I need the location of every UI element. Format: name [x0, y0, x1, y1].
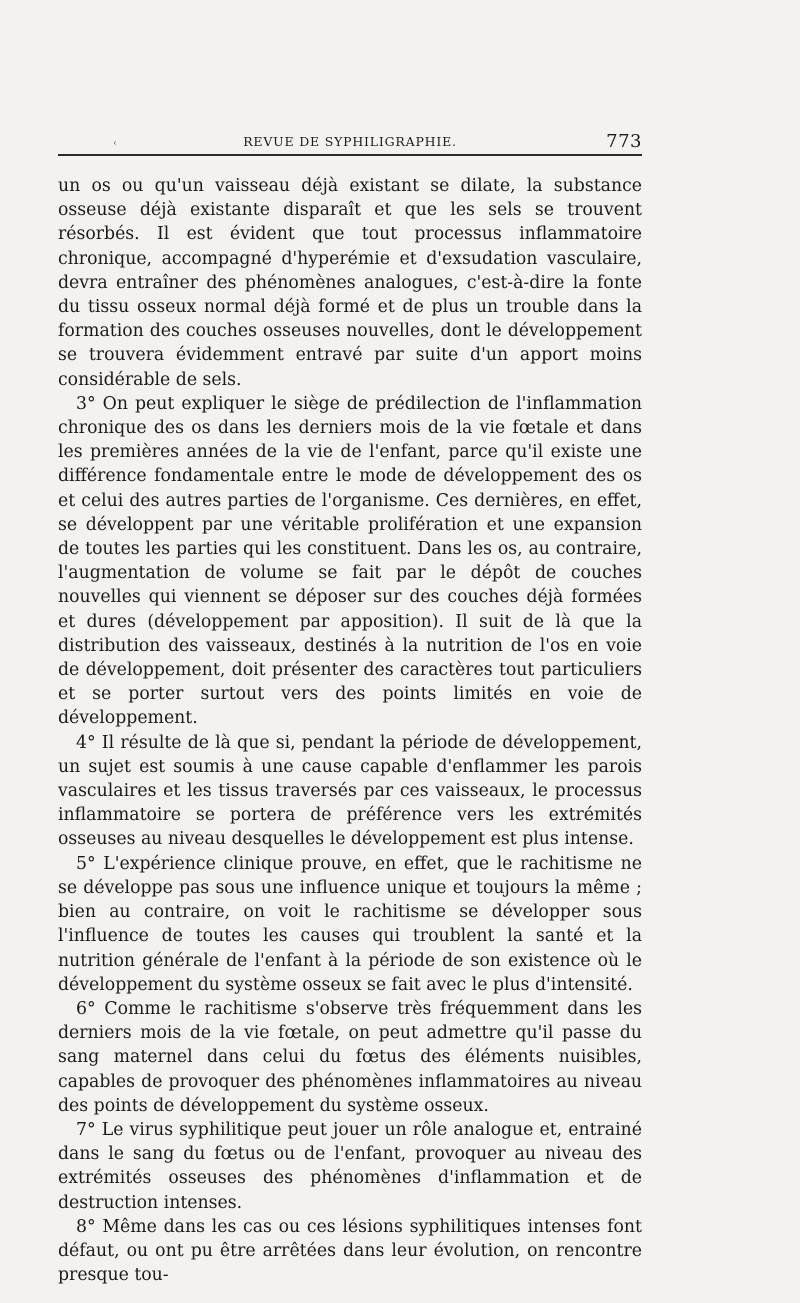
paragraph-point-8: 8° Même dans les cas ou ces lésions syphilitiques intenses font défaut, ou ont pu être arrêtées dans leur évolution, on rencontre presque tou- — [58, 1216, 642, 1286]
paragraph-point-6: 6° Comme le rachitisme s'observe très fréquemment dans les derniers mois de la vie fœtale, on peut admettre qu'il passe du sang maternel dans celui du fœtus des éléments nuisibles, capables de provoquer des phénomènes inflammatoires au niveau des points de développement du système osseux. — [58, 998, 642, 1116]
page-content — [58, 124, 642, 1287]
running-header — [58, 124, 642, 156]
page-number: 773 — [606, 131, 642, 152]
paragraph-point-3: 3° On peut expliquer le siège de prédilection de l'inflammation chronique des os dans les derniers mois de la vie fœtale et dans les premières années de la vie de l'enfant, parce qu'il existe une différence fondamentale entre le mode de développement des os et celui des autres parties de l'organisme. Ces dernières, en effet, se développent par une véritable prolifération et une expansion de toutes les parties qui les constituent. Dans les os, au contraire, l'augmentation de volume se fait par le dépôt de couches nouvelles qui viennent se déposer sur des couches déjà formées et dures (développement par apposition). Il suit de là que la distribution des vaisseaux, destinés à la nutrition de l'os en voie de développement, doit présenter des caractères tout particuliers et se porter surtout vers des points limités en voie de développement. — [58, 393, 642, 729]
running-title: REVUE DE SYPHILIGRAPHIE. — [243, 134, 457, 149]
paragraph-continuation: un os ou qu'un vaisseau déjà existant se dilate, la substance osseuse déjà existante disparaît et que les sels se trouvent résorbés. Il est évident que tout processus inflammatoire chronique, accompagné d'hyperémie et d'exsudation vasculaire, devra entraîner des phénomènes analogues, c'est-à-dire la fonte du tissu osseux normal déjà formé et de plus un trouble dans la formation des couches osseuses nouvelles, dont le développement se trouvera évidemment entravé par suite d'un apport moins considérable de sels. — [58, 176, 642, 390]
header-mark: ‹ — [113, 138, 117, 149]
paragraph-point-7: 7° Le virus syphilitique peut jouer un rôle analogue et, entrainé dans le sang du fœtus ou de l'enfant, provoquer au niveau des extrémités osseuses des phénomènes d'inflammation et de destruction intenses. — [58, 1119, 642, 1213]
paragraph-point-5: 5° L'expérience clinique prouve, en effet, que le rachitisme ne se développe pas sous une influence unique et toujours la même ; bien au contraire, on voit le rachitisme se développer sous l'influence de toutes les causes qui troublent la santé et la nutrition générale de l'enfant à la période de son existence où le développement du système osseux se fait avec le plus d'intensité. — [58, 853, 642, 995]
paragraph-point-4: 4° Il résulte de là que si, pendant la période de développement, un sujet est soumis à une cause capable d'enflammer les parois vasculaires et les tissus traversés par ces vaisseaux, le processus inflammatoire se portera de préférence vers les extrémités osseuses au niveau desquelles le développement est plus intense. — [58, 732, 642, 850]
body-text — [58, 174, 642, 1287]
